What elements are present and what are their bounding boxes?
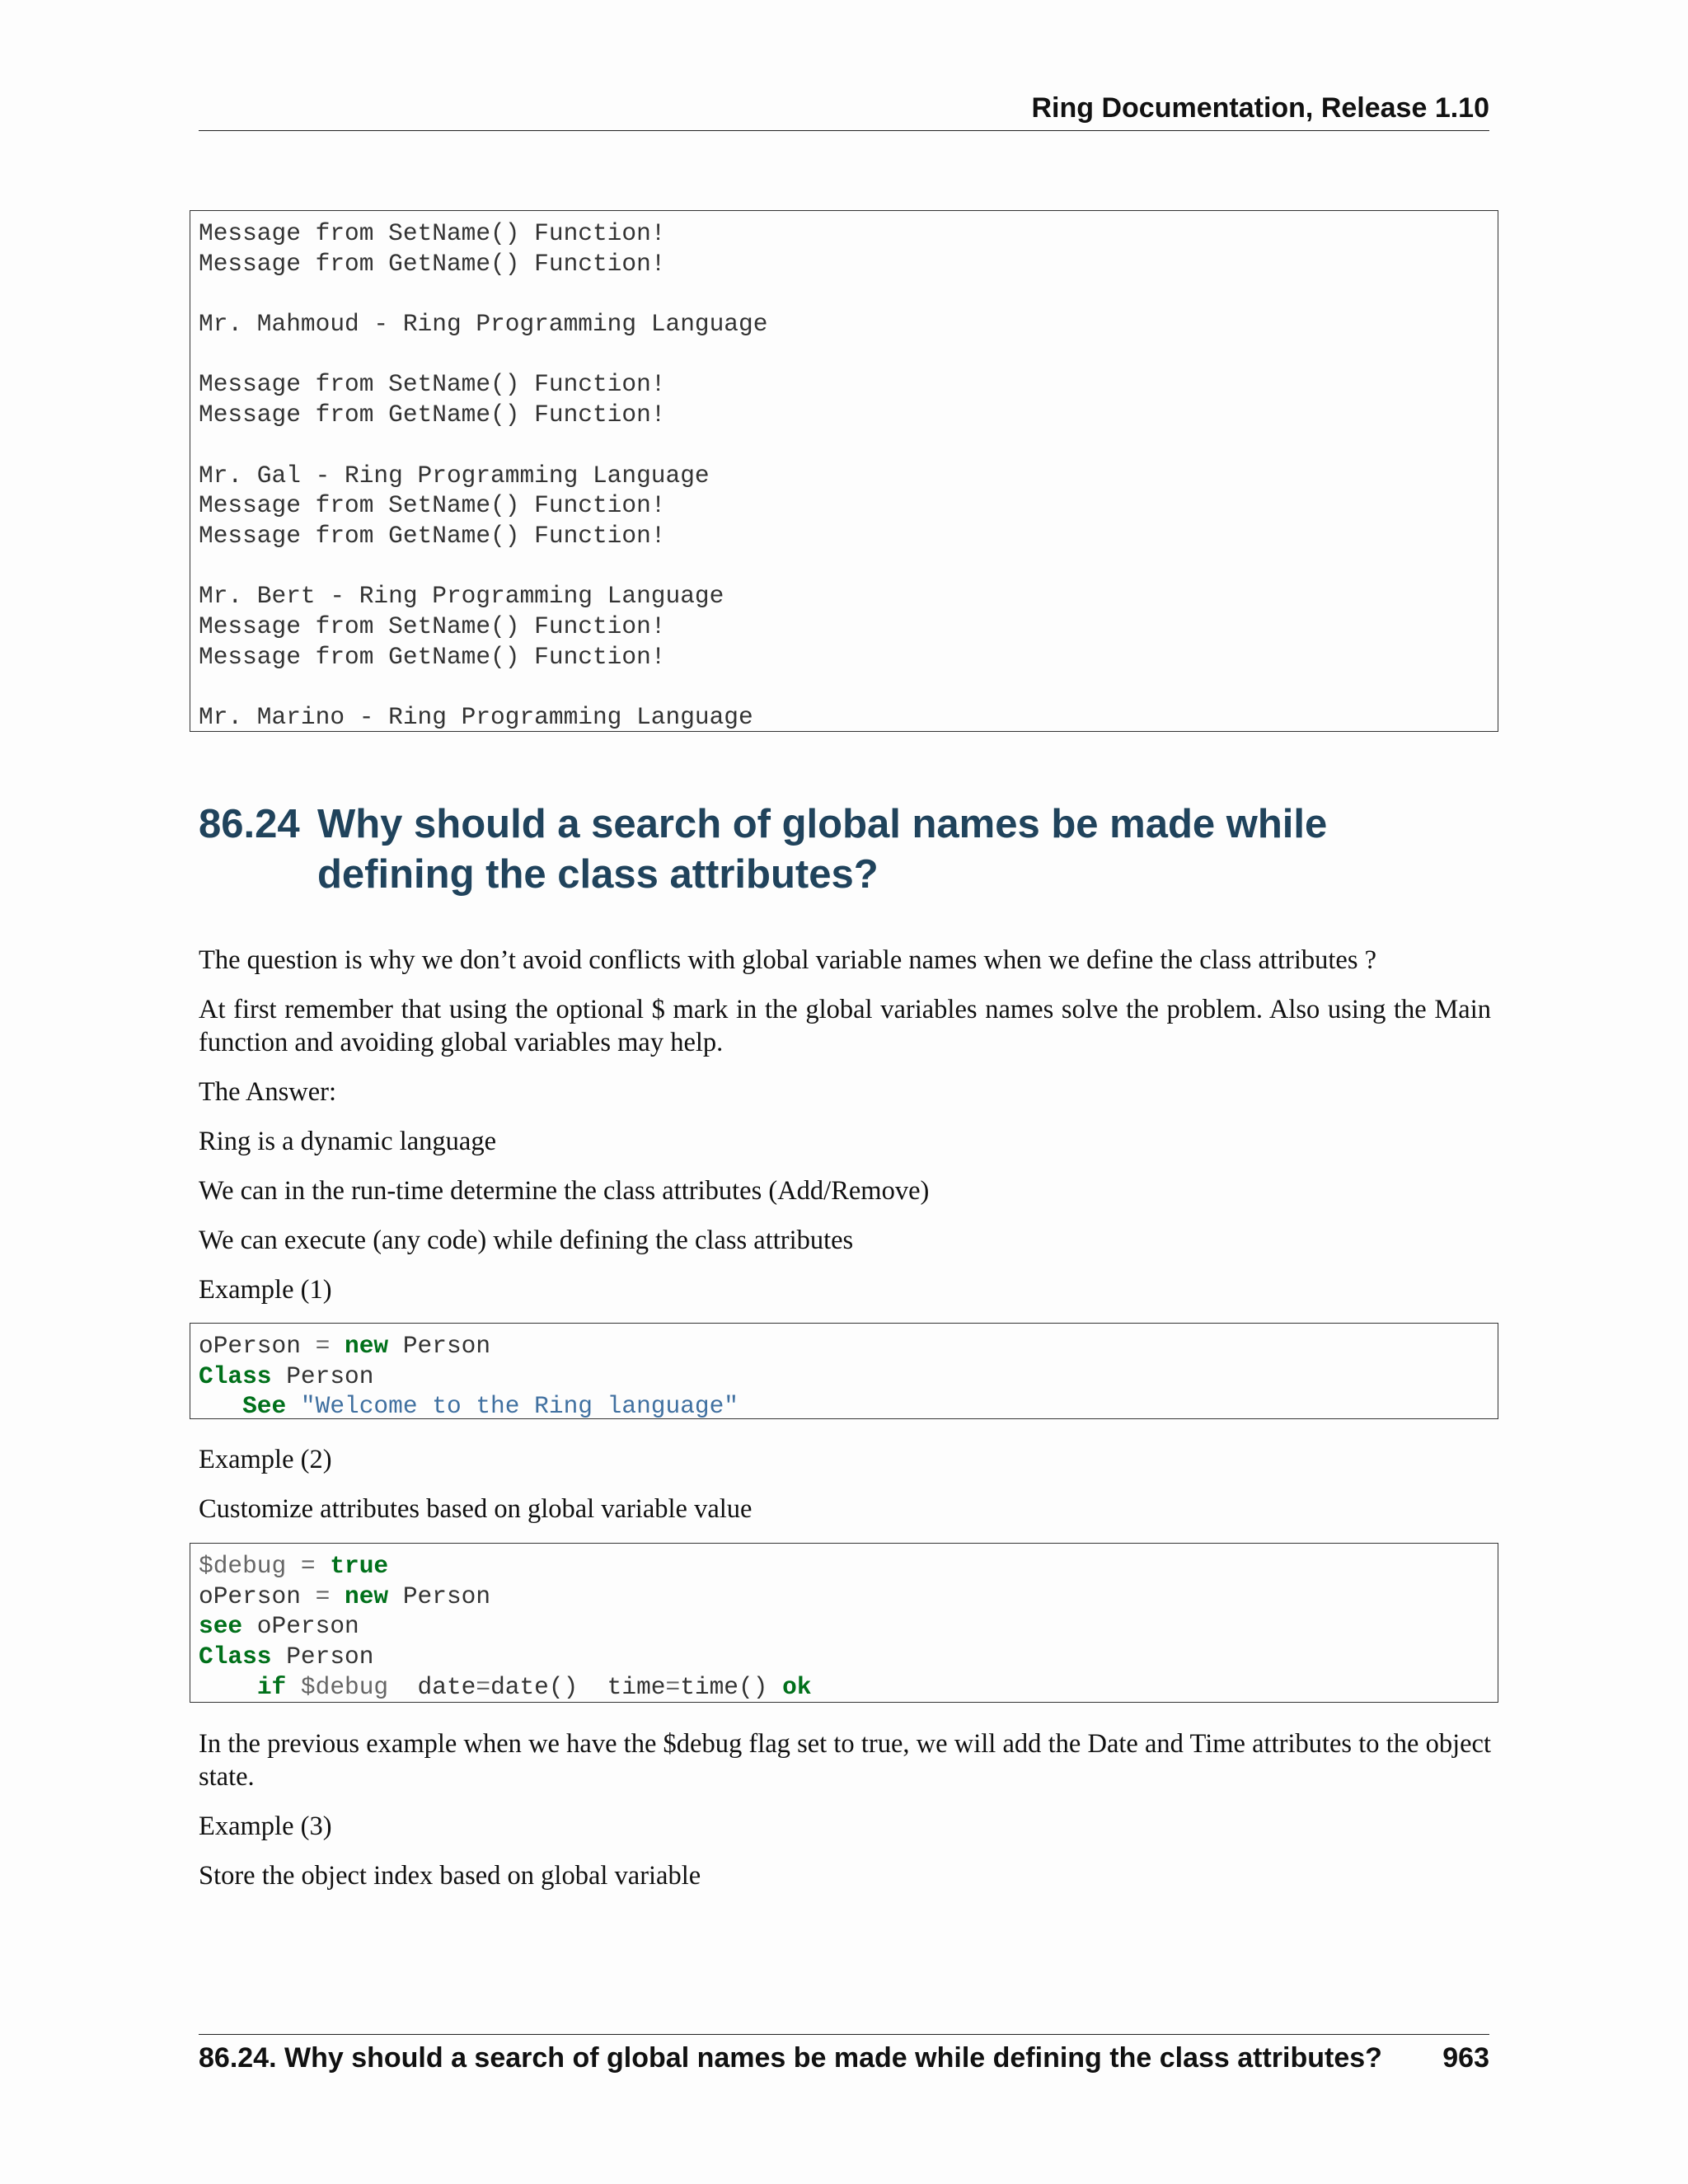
section-number: 86.24 [199, 802, 300, 846]
paragraph: The Answer: [199, 1077, 336, 1107]
code-line: Message from SetName() Function! [199, 612, 666, 640]
code-line: Mr. Mahmoud - Ring Programming Language [199, 310, 768, 339]
page-number: 963 [1442, 2042, 1489, 2074]
code-line [199, 551, 1489, 582]
code-line [199, 340, 1489, 370]
code-line: Message from SetName() Function! [199, 370, 666, 399]
section-heading [199, 799, 1493, 900]
paragraph: We can in the run-time determine the class attributes (Add/Remove) [199, 1176, 930, 1206]
example2-code-block [190, 1543, 1498, 1703]
code-variable: $debug [199, 1552, 287, 1580]
code-line: Message from GetName() Function! [199, 249, 666, 278]
header-rule [199, 130, 1489, 131]
code-line [199, 1391, 1489, 1422]
code-text: Person [271, 1361, 374, 1390]
code-keyword: new [345, 1332, 389, 1360]
code-keyword: See [242, 1392, 287, 1421]
code-line: Message from SetName() Function! [199, 491, 666, 520]
code-text: Person [388, 1332, 491, 1360]
paragraph: In the previous example when we have the $debug flag set to true, we will add the Date and Time attributes to the object state. [199, 1729, 1491, 1792]
footer-rule [199, 2034, 1489, 2035]
code-line [199, 1361, 1489, 1392]
code-text: time() [680, 1672, 783, 1701]
output-code-block [190, 210, 1498, 732]
code-line [199, 1582, 1489, 1612]
code-line [199, 430, 1489, 461]
paragraph: Example (3) [199, 1811, 332, 1841]
code-keyword: new [345, 1582, 389, 1610]
code-operator: = [300, 1332, 345, 1360]
running-header: Ring Documentation, Release 1.10 [1031, 92, 1489, 124]
code-indent [199, 1673, 257, 1701]
code-line [199, 1611, 1489, 1642]
code-keyword: Class [199, 1643, 272, 1671]
code-line [199, 1331, 1489, 1361]
code-keyword: Class [199, 1361, 272, 1390]
paragraph: Ring is a dynamic language [199, 1127, 497, 1156]
code-string: "Welcome to the Ring language" [286, 1392, 739, 1421]
paragraph: Example (2) [199, 1445, 332, 1474]
code-text: Person [388, 1582, 491, 1610]
code-operator: = [286, 1552, 331, 1580]
example1-code-block [190, 1323, 1498, 1419]
paragraph: Example (1) [199, 1275, 332, 1305]
footer-section-title: 86.24. Why should a search of global names be made while defining the class attributes? [199, 2042, 1382, 2074]
code-line: Mr. Gal - Ring Programming Language [199, 461, 710, 490]
code-line [199, 1551, 1489, 1582]
code-operator: = [300, 1582, 345, 1610]
code-operator: = [476, 1672, 491, 1701]
code-line: Message from SetName() Function! [199, 219, 666, 247]
code-line: Message from GetName() Function! [199, 521, 666, 550]
code-indent [199, 1392, 242, 1420]
code-variable: oPerson [199, 1582, 301, 1610]
code-line [199, 672, 1489, 702]
code-text: date() time [490, 1672, 666, 1701]
paragraph: At first remember that using the optional $ mark in the global variables names solve the problem. Also using the Main function and avoiding global variables may help. [199, 995, 1491, 1057]
code-line: Message from GetName() Function! [199, 401, 666, 429]
code-text: oPerson [242, 1612, 359, 1641]
paragraph: Customize attributes based on global variable value [199, 1494, 753, 1524]
code-line [199, 279, 1489, 309]
code-line [199, 1642, 1489, 1672]
paragraph: We can execute (any code) while defining the class attributes [199, 1226, 854, 1255]
code-keyword: true [330, 1552, 389, 1580]
code-line: Mr. Bert - Ring Programming Language [199, 582, 724, 611]
section-title-text: Why should a search of global names be made while defining the class attributes? [317, 802, 1328, 897]
code-line: Message from GetName() Function! [199, 642, 666, 671]
paragraph: Store the object index based on global variable [199, 1861, 701, 1891]
code-text: Person [271, 1643, 374, 1671]
code-operator: = [665, 1672, 681, 1701]
code-keyword: if [256, 1672, 287, 1701]
code-variable: oPerson [199, 1332, 301, 1360]
code-variable: $debug [286, 1672, 389, 1701]
paragraph: The question is why we don’t avoid conflicts with global variable names when we define the class attributes ? [199, 945, 1377, 975]
code-text: date [388, 1672, 476, 1701]
code-line [199, 1672, 1489, 1703]
code-line: Mr. Marino - Ring Programming Language [199, 703, 753, 731]
code-keyword: see [199, 1612, 243, 1641]
code-keyword: ok [782, 1672, 812, 1701]
